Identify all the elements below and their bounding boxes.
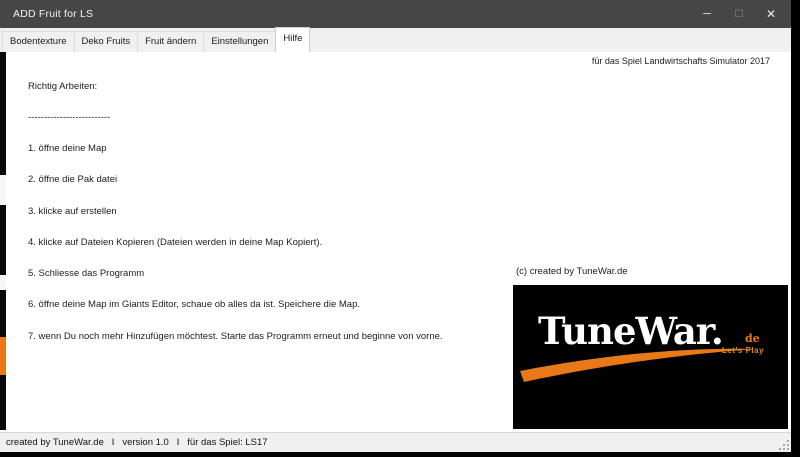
close-button[interactable]: ✕ bbox=[765, 7, 777, 21]
game-version-note: für das Spiel Landwirtschafts Simulator 2017 bbox=[591, 56, 770, 66]
tab-bodentexture[interactable]: Bodentexture bbox=[2, 31, 75, 52]
tab-fruit-aendern[interactable]: Fruit ändern bbox=[137, 31, 204, 52]
sliver-segment bbox=[0, 337, 6, 375]
title-bar bbox=[0, 0, 791, 28]
help-step: 3. klicke auf erstellen bbox=[28, 205, 117, 217]
credit-text: (c) created by TuneWar.de bbox=[516, 266, 628, 277]
help-step: 2. öffne die Pak datei bbox=[28, 174, 118, 186]
maximize-button[interactable]: ☐ bbox=[734, 8, 744, 20]
help-step: 6. öffne deine Map im Giants Editor, schaue ob alles da ist. Speichere die Map. bbox=[28, 299, 360, 311]
help-instructions bbox=[28, 61, 443, 363]
help-step: 4. klicke auf Dateien Kopieren (Dateien werden in deine Map Kopiert). bbox=[28, 236, 323, 248]
logo-tagline-text: Let's Play bbox=[722, 346, 765, 355]
window-controls bbox=[691, 0, 787, 28]
sliver-segment bbox=[0, 175, 6, 205]
background-window-sliver bbox=[0, 52, 6, 430]
sliver-segment bbox=[0, 275, 6, 290]
tab-hilfe[interactable]: Hilfe bbox=[275, 27, 310, 52]
status-bar-text: created by TuneWar.de I version 1.0 I für das Spiel: LS17 bbox=[6, 437, 268, 448]
help-step: 7. wenn Du noch mehr Hinzufügen möchtest. Starte das Programm erneut und beginne von vorne. bbox=[28, 330, 443, 342]
tab-strip bbox=[0, 28, 791, 52]
window-title: ADD Fruit for LS bbox=[13, 8, 94, 20]
tab-einstellungen[interactable]: Einstellungen bbox=[203, 31, 276, 52]
tab-deko-fruits[interactable]: Deko Fruits bbox=[74, 31, 139, 52]
tab-page-hilfe bbox=[0, 52, 791, 433]
tunewar-logo bbox=[513, 285, 788, 429]
help-step: 1. öffne deine Map bbox=[28, 143, 107, 155]
help-step: 5. Schliesse das Programm bbox=[28, 268, 145, 280]
logo-swoosh-icon bbox=[513, 285, 788, 429]
help-divider: -------------------------- bbox=[28, 112, 111, 124]
help-heading: Richtig Arbeiten: bbox=[28, 80, 98, 92]
status-bar bbox=[0, 432, 791, 452]
logo-brand-text: TuneWar. bbox=[538, 309, 723, 353]
logo-tld-text: de bbox=[745, 332, 760, 345]
minimize-button[interactable]: ─ bbox=[703, 8, 711, 20]
resize-grip[interactable] bbox=[779, 440, 789, 450]
